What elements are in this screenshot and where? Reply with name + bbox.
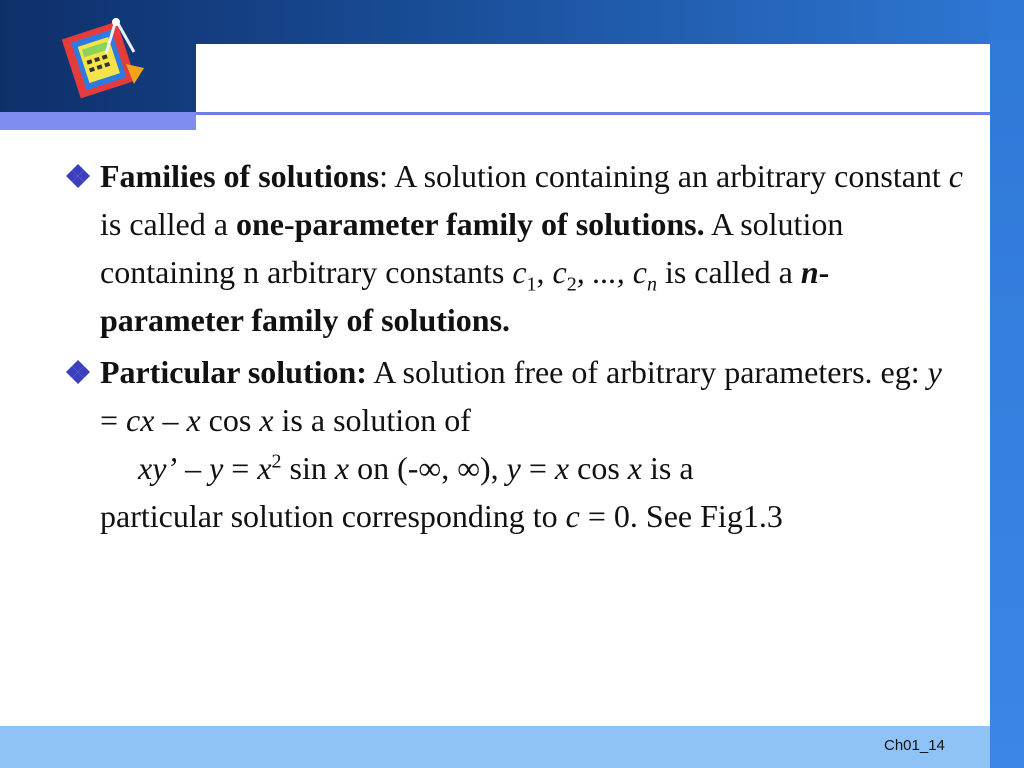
math-tools-logo-icon (56, 14, 148, 104)
bullet-particular (64, 348, 964, 540)
diamond-bullet-icon (64, 358, 92, 386)
header-stripe (0, 112, 196, 130)
diamond-bullet-icon (64, 162, 92, 190)
footer-band (0, 726, 990, 768)
bullet-text-tail: particular solution corresponding to c = 0. See Fig1.3 (100, 498, 783, 534)
bullet-text: Particular solution: A solution free of arbitrary parameters. eg: y = cx – x cos x is a solution of (100, 354, 942, 438)
header-rule (196, 112, 1024, 115)
slide-body (64, 152, 964, 544)
bullet-text: Families of solutions: A solution containing an arbitrary constant c is called a one-parameter family of solutions. A solution containing n arbitrary constants $c_1$, $c_2$, ..., $c_n$ is called a n-parameter family of solutions. (100, 158, 963, 338)
title-panel (196, 44, 990, 112)
right-sidebar-bar (990, 0, 1024, 768)
slide-number: Ch01_14 (884, 737, 945, 754)
equation-line: xy’ – $y = x^2$ sin x on (-∞, ∞), y = x cos x is a (138, 450, 694, 486)
bullet-families (64, 152, 964, 344)
